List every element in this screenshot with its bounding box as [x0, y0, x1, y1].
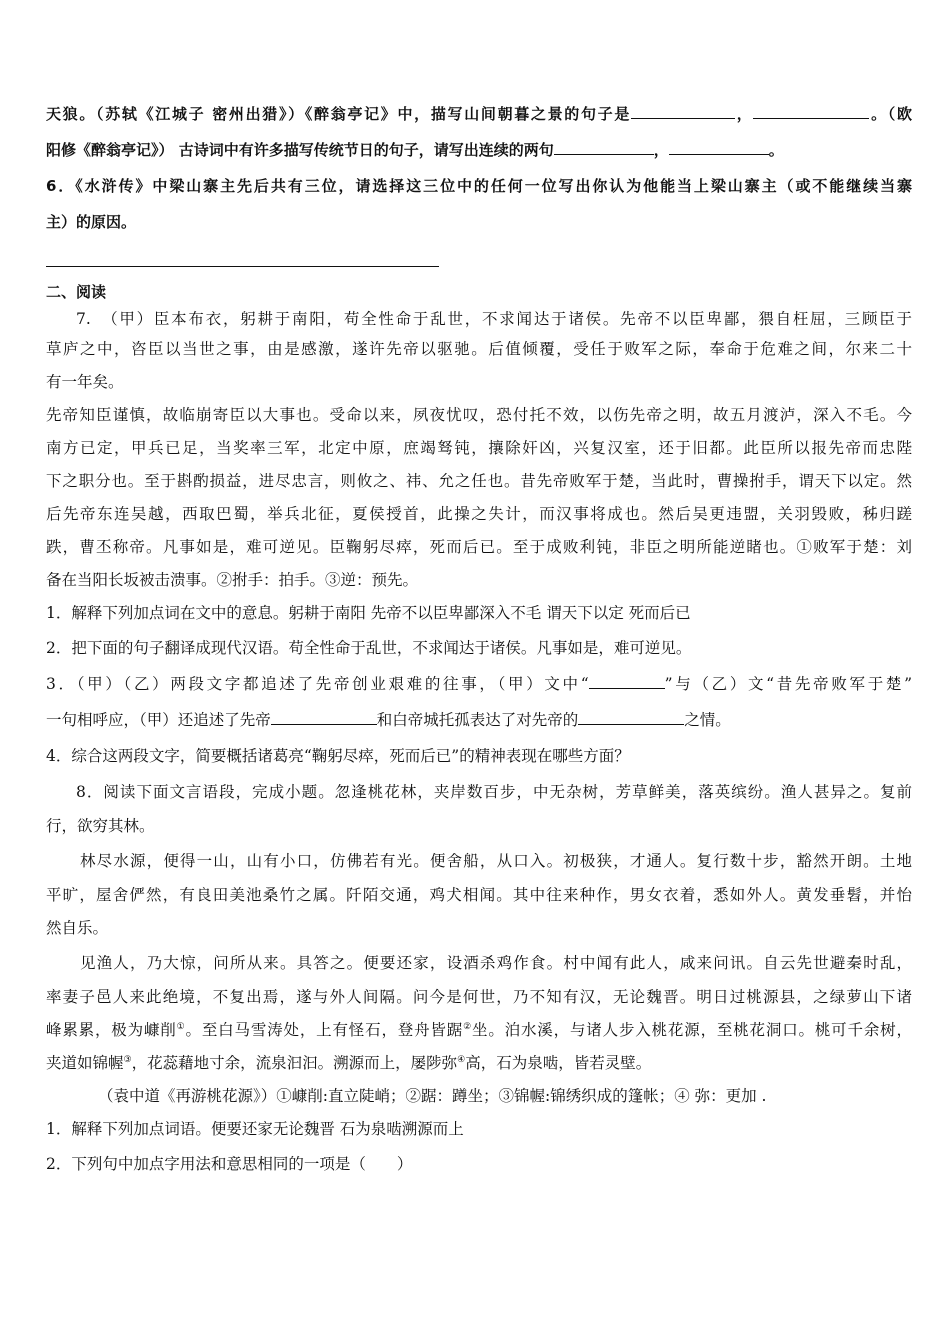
q7-question-2: 2．把下面的句子翻译成现代汉语。苟全性命于乱世，不求闻达于诸侯。凡事如是，难可逆见。	[46, 639, 692, 657]
q7-question-4: 4．综合这两段文字，简要概括诸葛亮“鞠躬尽瘁，死而后已”的精神表现在哪些方面？	[46, 747, 630, 765]
passage-line: 草庐之中，咨臣以当世之事，由是感激，遂许先帝以驱驰。后值倾覆，受任于败军之际，奉命于危难之间，尔来二十	[46, 340, 912, 358]
footnote-mark: ②	[463, 1021, 472, 1032]
fill-in-line-2: 阳修《醉翁亭记》） 古诗词中有许多描写传统节日的句子，请写出连续的两句 ， 。	[46, 132, 912, 168]
passage-line: 平旷，屋舍俨然，有良田美池桑竹之属。阡陌交通，鸡犬相闻。其中往来种作，男女衣着，悉如外人。黄发垂髫，并怡	[46, 886, 912, 904]
passage-line: 先帝知臣谨慎，故临崩寄臣以大事也。受命以来，夙夜忧叹，恐付托不效，以伤先帝之明，故五月渡泸，深入不毛。今	[46, 406, 912, 424]
q7-question-3-cont: 一句相呼应，（甲）还追述了先帝 和白帝城托孤表达了对先帝的 之情。	[46, 702, 912, 738]
fill-in-line-1: 天狼。（苏轼《江城子 密州出猎》）《醉翁亭记》中，描写山间朝暮之景的句子是 ， 。（欧	[46, 96, 912, 132]
section-heading: 二、阅读	[46, 283, 107, 301]
answer-blank[interactable]	[631, 102, 735, 119]
document-page	[46, 96, 912, 1182]
answer-blank[interactable]	[554, 138, 654, 155]
passage-line: 行，欲穷其林。	[46, 817, 155, 835]
passage-line: 见渔人，乃大惊，问所从来。具答之。便要还家，设酒杀鸡作食。村中闻有此人，咸来问讯。自云先世避秦时乱，	[80, 954, 912, 972]
answer-line[interactable]	[46, 266, 439, 267]
text: 天狼。（苏轼《江城子 密州出猎》）《醉翁亭记》中，描写山间朝暮之景的句子是	[46, 105, 632, 123]
passage-line: 跌，曹丕称帝。凡事如是，难可逆见。臣鞠躬尽瘁，死而后已。至于成败利钝，非臣之明所能逆睹也。①败军于楚：刘	[46, 538, 912, 556]
passage-line: 林尽水源，便得一山，山有小口，仿佛若有光。便舍船，从口入。初极狭，才通人。复行数十步，豁然开朗。土地	[80, 852, 912, 870]
q8-question-1: 1．解释下列加点词语。便要还家无论魏晋 石为泉啮溯源而上	[46, 1120, 464, 1138]
passage-line: 下之职分也。至于斟酌损益，进尽忠言，则攸之、祎、允之任也。昔先帝败军于楚，当此时，曹操拊手，谓天下以定。然	[46, 472, 912, 490]
footnote: （袁中道《再游桃花源》）①嵻削:直立陡峭；②踞：蹲坐；③锦幄:锦绣织成的篷帐；④ 弥：更加 .	[98, 1087, 767, 1105]
footnote-mark: ①	[176, 1021, 186, 1032]
passage-line: 7. （甲）臣本布衣，躬耕于南阳，苟全性命于乱世，不求闻达于诸侯。先帝不以臣卑鄙，猥自枉屈，三顾臣于	[76, 310, 912, 328]
q7-question-3: 3．（甲）（乙）两段文字都追述了先帝创业艰难的往事，（甲）文中“ ”与（乙）文“昔先帝败军于楚”	[46, 666, 912, 702]
passage-line: 后先帝东连吴越，西取巴蜀，举兵北征，夏侯授首，此操之失计，而汉事将成也。然后吴更违盟，关羽毁败，秭归蹉	[46, 505, 912, 523]
answer-blank[interactable]	[578, 708, 684, 725]
passage-line: 夹道如锦幄③，花蕊藉地寸余，流泉汩汩。溯源而上，屡陟弥④高，石为泉啮，皆若灵壁。	[46, 1054, 652, 1072]
passage-line: 8．阅读下面文言语段，完成小题。忽逢桃花林，夹岸数百步，中无杂树，芳草鲜美，落英缤纷。渔人甚异之。复前	[76, 783, 912, 801]
q8-question-2: 2．下列句中加点字用法和意思相同的一项是（ ）	[46, 1155, 413, 1173]
passage-line: 率妻子邑人来此绝境，不复出焉，遂与外人间隔。问今是何世，乃不知有汉，无论魏晋。明日过桃源县，之绿萝山下诸	[46, 988, 912, 1006]
passage-line: 备在当阳长坂被击溃事。②拊手：拍手。③逆：预先。	[46, 571, 419, 589]
answer-blank[interactable]	[589, 672, 665, 689]
passage-line: 有一年矣。	[46, 373, 124, 391]
question-6-cont: 主）的原因。	[46, 213, 137, 231]
answer-blank[interactable]	[669, 138, 769, 155]
footnote-mark: ④	[457, 1054, 466, 1065]
passage-line: 峰累累，极为嵻削①。至白马雪涛处，上有怪石，登舟皆踞②坐。泊水溪，与诸人步入桃花源，至桃花洞口。桃可千余树，	[46, 1021, 912, 1039]
question-6: 6．《水浒传》中梁山寨主先后共有三位，请选择这三位中的任何一位写出你认为他能当上梁山寨主（或不能继续当寨	[46, 177, 912, 195]
answer-blank[interactable]	[753, 102, 869, 119]
q7-question-1: 1．解释下列加点词在文中的意息。躬耕于南阳 先帝不以臣卑鄙深入不毛 谓天下以定 死而后已	[46, 604, 691, 622]
answer-blank[interactable]	[271, 708, 377, 725]
passage-line: 南方已定，甲兵已足，当奖率三军，北定中原，庶竭驽钝，攘除奸凶，兴复汉室，还于旧都。此臣所以报先帝而忠陛	[46, 439, 912, 457]
footnote-mark: ③	[123, 1054, 132, 1065]
passage-line: 然自乐。	[46, 919, 109, 937]
